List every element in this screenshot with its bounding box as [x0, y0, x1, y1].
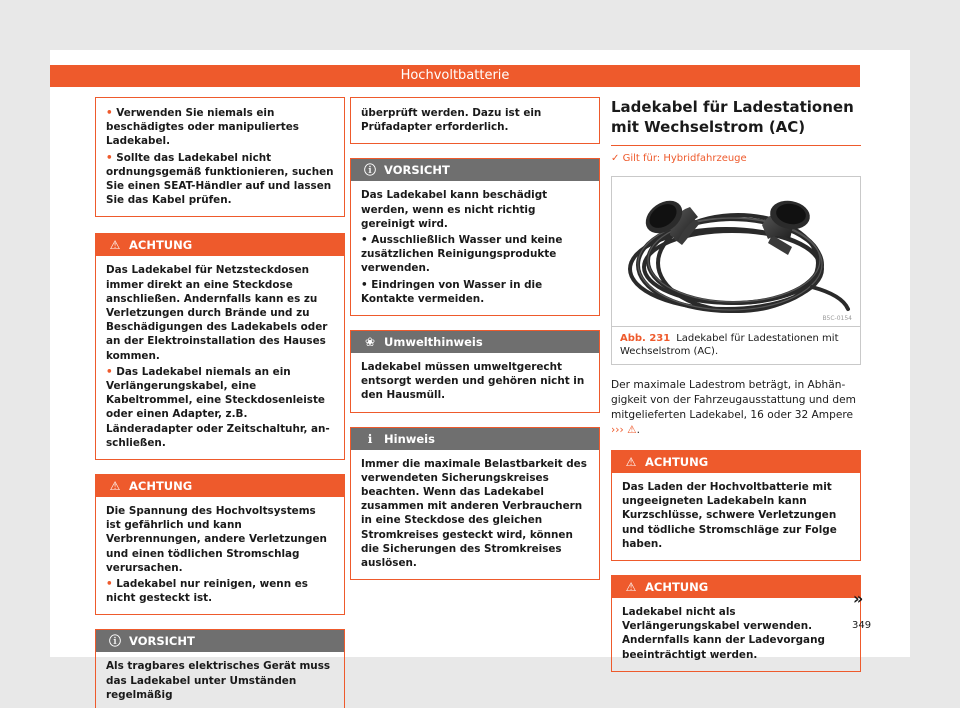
- chevron-right-icon: ›››: [611, 424, 624, 436]
- exclamation-circle-icon: ⓘ: [363, 163, 376, 178]
- warning-header: ⚠ ACHTUNG: [96, 475, 344, 497]
- note-text: Immer die maximale Belastbarkeit des verwendeten Sicherungskreises beachten. Wenn das Ladekabel zusammen mit anderen Verbrauchern in eine Steckdose des gleichen Stromkreises gesteckt wird, können die Sicherungen des Stromkreises auslösen.: [361, 457, 587, 570]
- bullet-item: • Eindringen von Wasser in die Kontakte vermeiden.: [361, 278, 543, 305]
- body-paragraph: Der maximale Ladestrom beträgt, in Abhängigkeit von der Fahrzeugausstattung und dem mitgelieferten Ladekabel, 16 oder 32 Ampere ››› ⚠.: [611, 379, 856, 436]
- page-header: [50, 65, 860, 87]
- warning-box: [95, 474, 345, 615]
- figure-code: B5C-0154: [822, 315, 852, 322]
- caution-text: Das Ladekabel kann beschädigt werden, wenn es nicht richtig gereinigt wird.: [361, 189, 548, 230]
- note-header: ℹ Hinweis: [351, 428, 599, 450]
- bullet-item: • Das Ladekabel niemals an ein Verlängerungskabel, eine Kabeltrommel, eine Steckdosenleiste oder einen Adapter, z.B. Länderadapter oder Zeitschaltuhr, anschließen.: [106, 365, 330, 449]
- charging-cable-image: [612, 177, 860, 327]
- caution-box: [95, 629, 345, 708]
- bullet-box: [95, 97, 345, 217]
- info-icon: ℹ: [367, 431, 373, 446]
- figure-number: Abb. 231: [620, 333, 671, 344]
- checkmark-icon: ✓: [611, 153, 620, 164]
- warning-text: Das Laden der Hochvoltbatterie mit ungeeigneten Ladekabeln kann Kurzschlüsse, schwere Verletzungen und tödliche Stromschläge zur Folge haben.: [622, 481, 837, 550]
- warning-triangle-icon: ⚠: [109, 238, 121, 253]
- column-2: [350, 97, 600, 594]
- caution-header: ⓘ VORSICHT: [96, 630, 344, 652]
- exclamation-circle-icon: ⓘ: [108, 634, 121, 649]
- applies-to: ✓ Gilt für: Hybridfahrzeuge: [611, 153, 747, 164]
- page-number: 349: [852, 620, 872, 631]
- warning-box: [95, 233, 345, 460]
- caution-text: Als tragbares elektrisches Gerät muss das Ladekabel unter Umständen regelmäßig: [106, 660, 331, 701]
- caution-text: überprüft werden. Dazu ist ein Prüfadapter erforderlich.: [361, 107, 542, 134]
- figure-caption: [612, 327, 860, 364]
- warning-box: [611, 450, 861, 561]
- bullet-item: • Sollte das Ladekabel nicht ordnungsgemäß funktionieren, suchen Sie einen SEAT-Händler auf und lassen Sie das Kabel prüfen.: [106, 151, 334, 207]
- warning-header: ⚠ ACHTUNG: [612, 451, 860, 473]
- caution-continued-box: [350, 97, 600, 144]
- caution-header: ⓘ VORSICHT: [351, 159, 599, 181]
- warning-triangle-icon: ⚠: [625, 580, 637, 595]
- warning-text: Das Ladekabel für Netzsteckdosen immer direkt an eine Steckdose anschließen. Andernfalls kann es zu Verletzungen durch Brände und zu Beschädigungen des Ladekabels oder an der Elektroinstallation des Hauses kommen.: [106, 264, 328, 362]
- column-1: [95, 97, 345, 708]
- bullet-item: • Ladekabel nur reinigen, wenn es nicht gesteckt ist.: [106, 578, 308, 605]
- figure: [611, 176, 861, 365]
- warning-header: ⚠ ACHTUNG: [96, 234, 344, 256]
- warning-header: ⚠ ACHTUNG: [612, 576, 860, 598]
- bullet-item: • Ausschließlich Wasser und keine zusätzlichen Reinigungsprodukte verwenden.: [361, 234, 563, 275]
- environment-box: [350, 330, 600, 413]
- section-title: Ladekabel für Ladestationen mit Wechselstrom (AC): [611, 97, 861, 146]
- caution-box: [350, 158, 600, 316]
- caption-text: Ladekabel für Ladestationen mit Wechselstrom (AC).: [620, 333, 839, 357]
- environment-text: Ladekabel müssen umweltgerecht entsorgt werden und gehören nicht in den Hausmüll.: [361, 361, 585, 402]
- warning-triangle-icon: ⚠: [625, 455, 637, 469]
- leaf-icon: ❀: [364, 335, 376, 350]
- note-box: [350, 427, 600, 581]
- bullet-item: • Verwenden Sie niemals ein beschädigtes oder manipuliertes Ladekabel.: [106, 107, 299, 148]
- environment-header: ❀ Umwelthinweis: [351, 331, 599, 353]
- warning-text: Ladekabel nicht als Verlängerungskabel verwenden. Andernfalls kann der Ladevorgang beeinträchtigt werden.: [622, 606, 825, 661]
- header-title: Hochvoltbatterie: [400, 68, 510, 83]
- warning-text: Die Spannung des Hochvoltsystems ist gefährlich und kann Verbrennungen, andere Verletzungen und einen tödlichen Stromschlag verursachen.: [106, 505, 327, 574]
- warning-triangle-icon: ⚠: [627, 424, 637, 436]
- continued-marker: »: [853, 589, 864, 608]
- charging-cable-illustration: [612, 177, 860, 327]
- warning-triangle-icon: ⚠: [109, 479, 121, 494]
